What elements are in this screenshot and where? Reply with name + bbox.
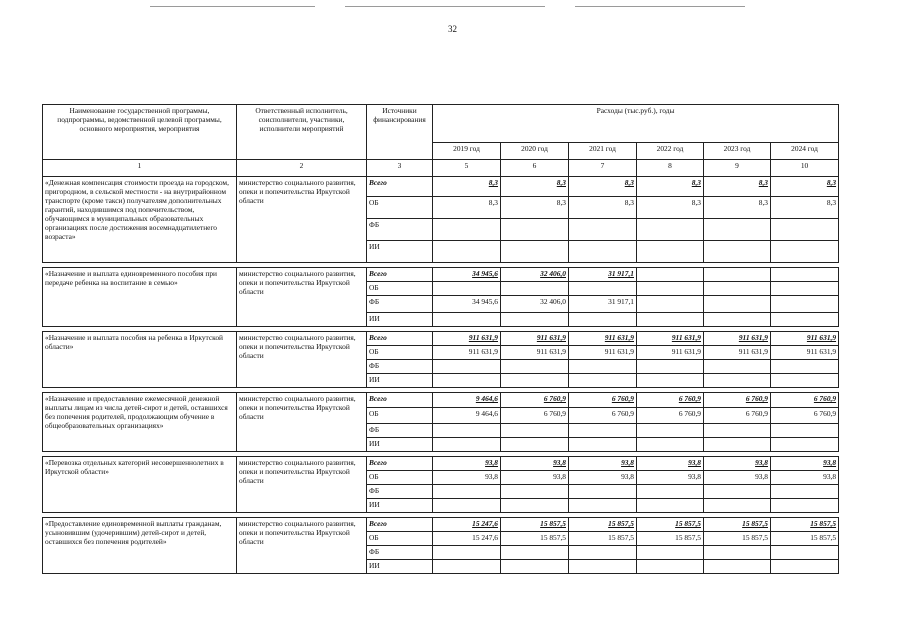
- expense-value: [704, 438, 771, 452]
- top-rule-right: [575, 6, 745, 7]
- expense-value: [569, 438, 637, 452]
- funding-source: ФБ: [367, 360, 433, 374]
- measure-name: «Назначение и предоставление ежемесячной денежной выплаты лицам из числа детей-сирот и детей, оставшихся без попечения родителей, продолжающим обучение в общеобразовательных организациях»: [43, 393, 237, 452]
- funding-source: Всего: [367, 332, 433, 346]
- expense-value: [771, 499, 839, 513]
- expense-value: [637, 438, 704, 452]
- expense-value: 93,8: [771, 471, 839, 485]
- column-number: 9: [704, 160, 771, 177]
- expense-value: [569, 499, 637, 513]
- funding-source: ФБ: [367, 485, 433, 499]
- expense-value: [501, 313, 569, 327]
- expense-value: 15 857,5: [704, 518, 771, 532]
- expense-value: [637, 360, 704, 374]
- expense-value: [501, 424, 569, 438]
- expense-value: 911 631,9: [771, 332, 839, 346]
- column-number: 2: [237, 160, 367, 177]
- expense-value: [433, 313, 501, 327]
- expense-value: [704, 374, 771, 388]
- funding-source: ИИ: [367, 241, 433, 263]
- expense-value: 911 631,9: [704, 332, 771, 346]
- header-source: Источники финансирования: [367, 105, 433, 160]
- expense-value: [771, 313, 839, 327]
- expense-value: [771, 241, 839, 263]
- expense-value: 15 857,5: [637, 532, 704, 546]
- expense-value: [704, 424, 771, 438]
- expense-value: 911 631,9: [704, 346, 771, 360]
- expense-value: [704, 296, 771, 313]
- expense-value: 15 857,5: [569, 518, 637, 532]
- funding-source: Всего: [367, 457, 433, 471]
- expense-value: 15 247,6: [433, 532, 501, 546]
- expense-value: 93,8: [704, 457, 771, 471]
- executor: министерство социального развития, опеки и попечительства Иркутской области: [237, 332, 367, 388]
- expense-value: [771, 485, 839, 499]
- expense-value: [771, 268, 839, 282]
- expense-value: [433, 485, 501, 499]
- expense-value: 6 760,9: [704, 408, 771, 424]
- table-row: [43, 332, 839, 346]
- expense-value: [704, 499, 771, 513]
- expense-value: [569, 374, 637, 388]
- expense-value: 93,8: [501, 457, 569, 471]
- expense-value: 93,8: [704, 471, 771, 485]
- header-year: 2024 год: [771, 143, 839, 160]
- funding-source: ОБ: [367, 197, 433, 219]
- expense-value: 6 760,9: [771, 408, 839, 424]
- funding-source: ИИ: [367, 374, 433, 388]
- column-number: 6: [501, 160, 569, 177]
- expense-value: [433, 282, 501, 296]
- expense-value: 8,3: [433, 197, 501, 219]
- expense-value: 15 857,5: [771, 532, 839, 546]
- expense-value: [569, 313, 637, 327]
- expense-value: 911 631,9: [501, 346, 569, 360]
- expense-value: 911 631,9: [637, 332, 704, 346]
- expense-value: 8,3: [433, 177, 501, 197]
- expense-value: 9 464,6: [433, 393, 501, 408]
- expense-value: [704, 560, 771, 574]
- expense-value: 911 631,9: [771, 346, 839, 360]
- expense-value: [771, 282, 839, 296]
- page-number: 32: [448, 24, 457, 34]
- expense-value: 6 760,9: [704, 393, 771, 408]
- top-rule-left: [150, 6, 315, 7]
- funding-source: Всего: [367, 177, 433, 197]
- expense-value: [704, 282, 771, 296]
- measure-name: «Денежная компенсация стоимости проезда на городском, пригородном, в сельской местности - на внутрирайонном транспорте (кроме такси) получателям дополнительных гарантий, находившимся под попечительством, обучающимся в муниципальных образовательных организациях после достижения восемнадцатилетнего возраста»: [43, 177, 237, 263]
- measure-name: «Назначение и выплата пособия на ребенка в Иркутской области»: [43, 332, 237, 388]
- expense-value: 15 857,5: [501, 518, 569, 532]
- expense-value: 34 945,6: [433, 268, 501, 282]
- expense-value: 911 631,9: [637, 346, 704, 360]
- expense-value: [771, 219, 839, 241]
- executor: министерство социального развития, опеки и попечительства Иркутской области: [237, 177, 367, 263]
- expense-value: [569, 360, 637, 374]
- expense-value: 6 760,9: [569, 393, 637, 408]
- expense-value: [637, 282, 704, 296]
- expense-value: 8,3: [501, 197, 569, 219]
- expense-value: 34 945,6: [433, 296, 501, 313]
- measure-name: «Перевозка отдельных категорий несовершеннолетних в Иркутской области»: [43, 457, 237, 513]
- column-number: 8: [637, 160, 704, 177]
- expense-value: [771, 424, 839, 438]
- column-number: 5: [433, 160, 501, 177]
- funding-source: Всего: [367, 393, 433, 408]
- expense-value: [771, 560, 839, 574]
- header-year: 2023 год: [704, 143, 771, 160]
- expense-value: [771, 438, 839, 452]
- funding-source: ИИ: [367, 313, 433, 327]
- expense-value: [501, 438, 569, 452]
- expense-value: 8,3: [501, 177, 569, 197]
- expense-value: [501, 546, 569, 560]
- funding-source: Всего: [367, 268, 433, 282]
- funding-source: ИИ: [367, 560, 433, 574]
- funding-source: ФБ: [367, 424, 433, 438]
- funding-source: ФБ: [367, 546, 433, 560]
- expense-value: [704, 360, 771, 374]
- expense-value: 93,8: [569, 457, 637, 471]
- expense-value: [704, 219, 771, 241]
- expense-value: [637, 313, 704, 327]
- expense-value: 8,3: [569, 177, 637, 197]
- expense-value: 6 760,9: [771, 393, 839, 408]
- expense-value: 32 406,0: [501, 268, 569, 282]
- expense-value: [569, 241, 637, 263]
- expense-value: [569, 560, 637, 574]
- expense-value: [501, 374, 569, 388]
- expense-value: 32 406,0: [501, 296, 569, 313]
- table-row: [43, 177, 839, 197]
- funding-source: ФБ: [367, 296, 433, 313]
- expense-value: 15 857,5: [771, 518, 839, 532]
- expense-value: [704, 268, 771, 282]
- header-year: 2022 год: [637, 143, 704, 160]
- expense-value: 31 917,1: [569, 268, 637, 282]
- expense-value: 15 857,5: [637, 518, 704, 532]
- expense-value: [569, 546, 637, 560]
- expense-value: 93,8: [501, 471, 569, 485]
- measure-name: «Назначение и выплата единовременного пособия при передаче ребенка на воспитание в семью»: [43, 268, 237, 327]
- header-year: 2020 год: [501, 143, 569, 160]
- table-body: [43, 177, 839, 574]
- funding-source: ИИ: [367, 438, 433, 452]
- expense-value: [771, 296, 839, 313]
- expense-value: [433, 360, 501, 374]
- expense-value: [433, 560, 501, 574]
- header-executor: Ответственный исполнитель, соисполнители, участники, исполнители мероприятий: [237, 105, 367, 160]
- expense-value: 15 857,5: [569, 532, 637, 546]
- table-row: [43, 518, 839, 532]
- table-row: [43, 268, 839, 282]
- expense-value: [637, 424, 704, 438]
- header-year: 2021 год: [569, 143, 637, 160]
- expense-value: [433, 499, 501, 513]
- funding-source: ОБ: [367, 346, 433, 360]
- expense-value: 6 760,9: [501, 393, 569, 408]
- funding-source: ИИ: [367, 499, 433, 513]
- expense-value: [637, 560, 704, 574]
- expense-value: 93,8: [433, 471, 501, 485]
- expense-value: 911 631,9: [433, 332, 501, 346]
- expense-value: 8,3: [569, 197, 637, 219]
- expense-value: [637, 374, 704, 388]
- expense-value: [501, 360, 569, 374]
- funding-source: Всего: [367, 518, 433, 532]
- expense-value: [501, 219, 569, 241]
- expense-value: 911 631,9: [569, 332, 637, 346]
- expense-value: 8,3: [771, 197, 839, 219]
- expense-value: [704, 241, 771, 263]
- funding-source: ОБ: [367, 471, 433, 485]
- expense-value: [637, 219, 704, 241]
- executor: министерство социального развития, опеки и попечительства Иркутской области: [237, 393, 367, 452]
- header-expenses: Расходы (тыс.руб.), годы: [433, 105, 839, 143]
- expense-value: [704, 546, 771, 560]
- expense-value: 93,8: [637, 457, 704, 471]
- expense-value: [433, 374, 501, 388]
- expense-value: [433, 424, 501, 438]
- header-year: 2019 год: [433, 143, 501, 160]
- column-number: 3: [367, 160, 433, 177]
- executor: министерство социального развития, опеки и попечительства Иркутской области: [237, 268, 367, 327]
- expense-value: [569, 219, 637, 241]
- expense-value: [569, 424, 637, 438]
- funding-source: ОБ: [367, 532, 433, 546]
- expenses-table: [42, 104, 839, 574]
- funding-source: ОБ: [367, 282, 433, 296]
- column-number: 7: [569, 160, 637, 177]
- expense-value: 8,3: [637, 197, 704, 219]
- column-number: 1: [43, 160, 237, 177]
- expense-value: 8,3: [637, 177, 704, 197]
- top-rule-mid: [345, 6, 545, 7]
- expense-value: [771, 360, 839, 374]
- expense-value: [637, 485, 704, 499]
- header-name: Наименование государственной программы, подпрограммы, ведомственной целевой программы, основного мероприятия, мероприятия: [43, 105, 237, 160]
- measure-name: «Предоставление единовременной выплаты гражданам, усыновившим (удочерившим) детей-сирот и детей, оставшихся без попечения родителей»: [43, 518, 237, 574]
- expense-value: [637, 546, 704, 560]
- expense-value: [704, 313, 771, 327]
- expense-value: [433, 241, 501, 263]
- expense-value: [771, 374, 839, 388]
- expense-value: [637, 241, 704, 263]
- expense-value: [501, 241, 569, 263]
- expense-value: [501, 560, 569, 574]
- expense-value: 8,3: [704, 177, 771, 197]
- expense-value: [637, 268, 704, 282]
- funding-source: ФБ: [367, 219, 433, 241]
- expense-value: 31 917,1: [569, 296, 637, 313]
- table-row: [43, 457, 839, 471]
- expense-value: [433, 546, 501, 560]
- table-row: [43, 393, 839, 408]
- expense-value: [637, 296, 704, 313]
- expense-value: 8,3: [704, 197, 771, 219]
- expense-value: [569, 485, 637, 499]
- expense-value: 6 760,9: [569, 408, 637, 424]
- executor: министерство социального развития, опеки и попечительства Иркутской области: [237, 518, 367, 574]
- expense-value: 6 760,9: [637, 408, 704, 424]
- expense-value: [704, 485, 771, 499]
- expense-value: [771, 546, 839, 560]
- expense-value: 911 631,9: [501, 332, 569, 346]
- expense-value: 911 631,9: [433, 346, 501, 360]
- expense-value: [433, 219, 501, 241]
- expense-value: [501, 499, 569, 513]
- expense-value: 6 760,9: [637, 393, 704, 408]
- expense-value: 6 760,9: [501, 408, 569, 424]
- expense-value: [501, 282, 569, 296]
- expense-value: 93,8: [569, 471, 637, 485]
- expense-value: 93,8: [771, 457, 839, 471]
- funding-source: ОБ: [367, 408, 433, 424]
- expense-value: 93,8: [433, 457, 501, 471]
- expense-value: 93,8: [637, 471, 704, 485]
- executor: министерство социального развития, опеки и попечительства Иркутской области: [237, 457, 367, 513]
- column-number: 10: [771, 160, 839, 177]
- expense-value: 15 857,5: [501, 532, 569, 546]
- expense-value: 9 464,6: [433, 408, 501, 424]
- expense-value: 8,3: [771, 177, 839, 197]
- expense-value: [501, 485, 569, 499]
- expense-value: 911 631,9: [569, 346, 637, 360]
- expense-value: [433, 438, 501, 452]
- expense-value: 15 857,5: [704, 532, 771, 546]
- expense-value: [569, 282, 637, 296]
- expense-value: 15 247,6: [433, 518, 501, 532]
- expense-value: [637, 499, 704, 513]
